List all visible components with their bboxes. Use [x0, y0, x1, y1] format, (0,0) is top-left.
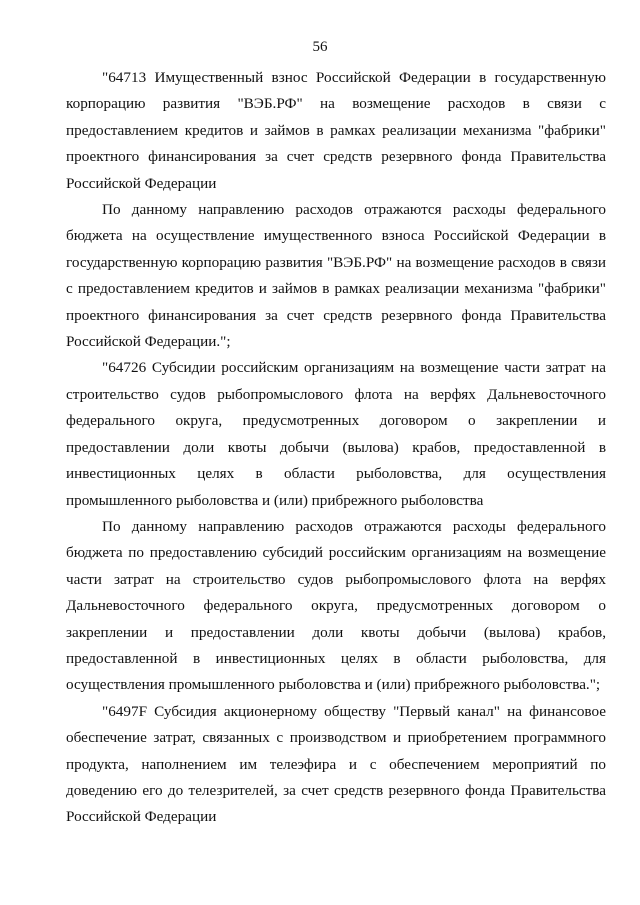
paragraph-64713-description: По данному направлению расходов отражаются расходы федерального бюджета на осуществление имущественного взноса Российской Федерации в государственную корпорацию развития "ВЭБ.РФ" на возмещение расходов в связи с предоставлением кредитов и займов в рамках реализации механизма "фабрики" проектного финансирования за счет средств резервного фонда Правительства Российской Федерации.";: [66, 201, 606, 351]
paragraph-64713-title: "64713 Имущественный взнос Российской Федерации в государственную корпорацию развития "ВЭБ.РФ" на возмещение расходов в связи с предоставлением кредитов и займов в рамках реализации механизма "фабрики" проектного финансирования за счет средств резервного фонда Правительства Российской Федерации: [66, 69, 606, 192]
paragraph-6497f-title: "6497F Субсидия акционерному обществу "Первый канал" на финансовое обеспечение затрат, связанных с производством и приобретением программного продукта, наполнением им телеэфира и с обеспечением мероприятий по доведению его до телезрителей, за счет средств резервного фонда Правительства Российской Федерации: [66, 702, 606, 826]
paragraph-64726-title: "64726 Субсидии российским организациям на возмещение части затрат на строительство судов рыбопромыслового флота на верфях Дальневосточного федерального округа, предусмотренных договором о закреплении и предоставлении доли квоты добычи (вылова) крабов, предоставленной в инвестиционных целях в области рыболовства, для осуществления промышленного рыболовства и (или) прибрежного рыболовства: [66, 359, 606, 509]
paragraph-64726-description: По данному направлению расходов отражаются расходы федерального бюджета по предоставлению субсидий российским организациям на возмещение части затрат на строительство судов рыбопромыслового флота на верфях Дальневосточного федерального округа, предусмотренных договором о закреплении и предоставлении доли квоты добычи (вылова) крабов, предоставленной в инвестиционных целях в области рыболовства, для осуществления промышленного рыболовства и (или) прибрежного рыболовства.";: [66, 517, 606, 694]
page-number: 56: [312, 39, 328, 55]
document-body: [66, 65, 606, 831]
